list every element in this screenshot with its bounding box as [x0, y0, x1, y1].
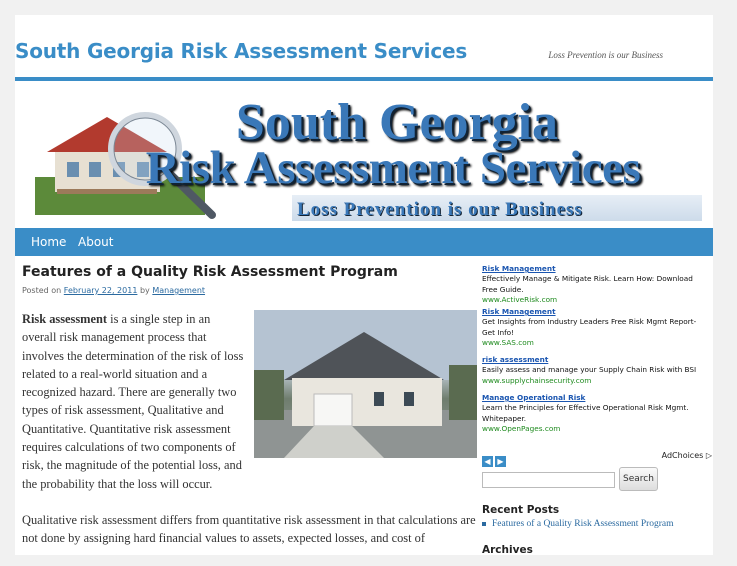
- ad-text: Effectively Manage & Mitigate Risk. Learn How: Download Free Guide.: [482, 274, 693, 294]
- post-title[interactable]: Features of a Quality Risk Assessment Program: [22, 264, 398, 280]
- ad-text: Get Insights from Industry Leaders Free Risk Mgmt Report- Get Info!: [482, 317, 697, 337]
- ad-url[interactable]: www.SAS.com: [482, 337, 534, 347]
- nav-home[interactable]: Home: [31, 235, 67, 249]
- post-meta-by: by: [139, 286, 150, 295]
- banner-tagline: Loss Prevention is our Business: [297, 199, 583, 220]
- ad-url[interactable]: www.supplychainsecurity.com: [482, 375, 592, 385]
- ad-item: [482, 355, 707, 386]
- ad-item: [482, 307, 707, 348]
- ad-item: [482, 264, 707, 305]
- ad-title-link[interactable]: Risk Management: [482, 307, 556, 316]
- post-meta-prefix: Posted on: [22, 286, 62, 295]
- post-paragraph-1-text: is a single step in an overall risk management process that involves the determination of the risk of loss related to a real-world situation and a recognized hazard. There are generally two types of risk assessment, Qualitative and Quantitative. Quantitative risk assessment requires calculations of two components of risk, the magnitude of the potential loss, and the probability that the loss will occur.: [22, 312, 244, 491]
- site-title[interactable]: South Georgia Risk Assessment Services: [15, 39, 468, 63]
- adchoices-text: AdChoices: [661, 451, 704, 460]
- site-description: Loss Prevention is our Business: [548, 50, 663, 60]
- page: [15, 15, 713, 555]
- ad-url[interactable]: www.ActiveRisk.com: [482, 294, 558, 304]
- ad-item: [482, 393, 707, 434]
- post-paragraph-2: Qualitative risk assessment differs from quantitative risk assessment in that calculations are not done by assigning hard financial values to assets, expected losses, and cost of: [22, 512, 476, 546]
- ad-text: Learn the Principles for Effective Operational Risk Mgmt. Whitepaper.: [482, 403, 689, 423]
- house-photo: [254, 310, 477, 458]
- archives-title: Archives: [482, 544, 533, 556]
- banner-line-1: South Georgia: [235, 94, 559, 151]
- post-body: [22, 310, 477, 566]
- chevron-left-icon[interactable]: ◀: [482, 456, 493, 467]
- search-button[interactable]: Search: [619, 467, 658, 491]
- adchoices-icon: ▷: [705, 451, 712, 460]
- banner-line-2: Risk Assessment Services: [145, 142, 641, 194]
- house-photo-image: [254, 310, 477, 458]
- ad-title-link[interactable]: risk assessment: [482, 355, 549, 364]
- chevron-right-icon[interactable]: ▶: [495, 456, 506, 467]
- ad-nav: [482, 449, 508, 468]
- header-rule: [15, 77, 713, 81]
- post-lead: Risk assessment: [22, 312, 108, 326]
- post-meta: [22, 286, 205, 295]
- search-input[interactable]: [482, 472, 615, 488]
- recent-post-link[interactable]: Features of a Quality Risk Assessment Program: [482, 519, 674, 529]
- ad-title-link[interactable]: Manage Operational Risk: [482, 393, 586, 402]
- header-banner: [27, 87, 707, 227]
- adchoices-label[interactable]: [662, 451, 712, 460]
- post-date-link[interactable]: February 22, 2011: [63, 286, 138, 295]
- recent-posts-title: Recent Posts: [482, 504, 560, 516]
- main-nav: [15, 228, 713, 256]
- ad-url[interactable]: www.OpenPages.com: [482, 423, 561, 433]
- nav-about[interactable]: About: [78, 235, 114, 249]
- post-author-link[interactable]: Management: [152, 286, 206, 295]
- ad-title-link[interactable]: Risk Management: [482, 264, 556, 273]
- ad-text: Easily assess and manage your Supply Chain Risk with BSI: [482, 365, 697, 375]
